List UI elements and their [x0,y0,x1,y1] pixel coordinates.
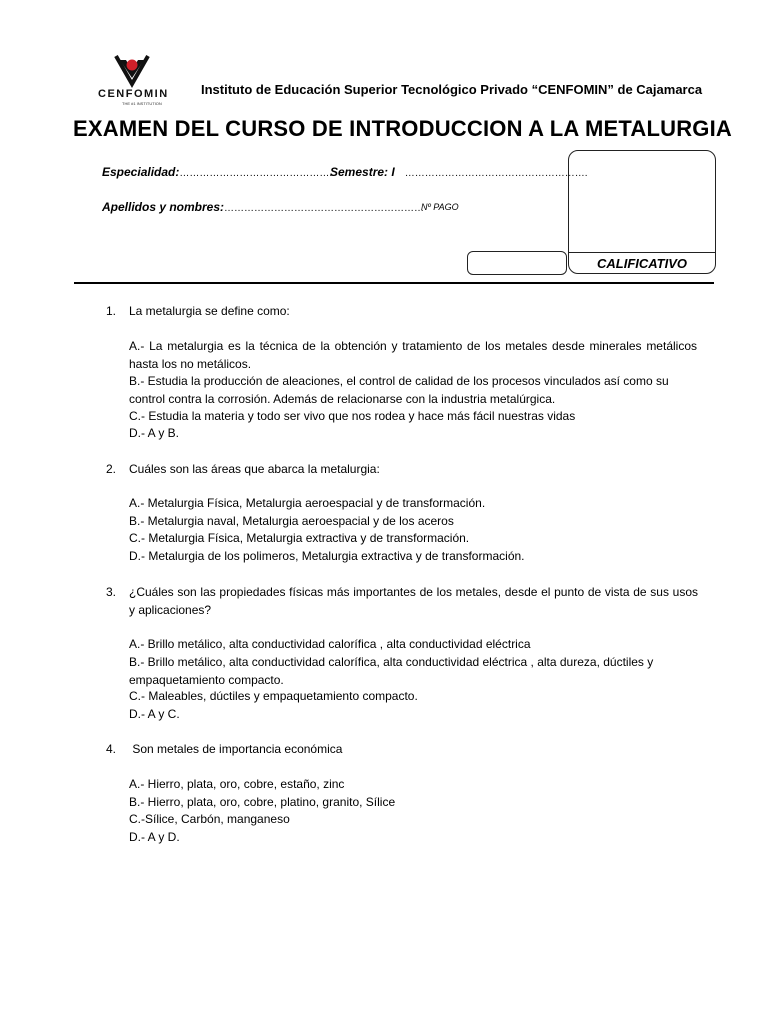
q4-option-d[interactable]: D.- A y D. [129,830,180,844]
question-text: La metalurgia se define como: [129,304,290,318]
question-3 [106,584,698,619]
pago-label: Nº PAGO [421,202,459,212]
pago-box[interactable] [467,251,567,275]
grade-divider [568,252,716,253]
question-2 [106,462,380,476]
q3-option-d[interactable]: D.- A y C. [129,707,180,721]
q2-option-d[interactable]: D.- Metalurgia de los polimeros, Metalurgia extractiva y de transformación. [129,549,525,563]
especialidad-dots: ………………………………………. [179,168,333,179]
institute-name: Instituto de Educación Superior Tecnológico Privado “CENFOMIN” de Cajamarca [201,82,703,97]
calificativo-label: CALIFICATIVO [596,256,688,271]
cenfomin-logo [96,54,186,104]
question-text: Cuáles son las áreas que abarca la metalurgia: [129,462,380,476]
especialidad-field[interactable] [102,165,332,179]
q3-option-c[interactable]: C.- Maleables, dúctiles y empaquetamiento compacto. [129,689,418,703]
question-1 [106,304,290,318]
q3-option-b[interactable]: B.- Brillo metálico, alta conductividad calorífica, alta conductividad eléctrica , alta dureza, dúctiles y empaquetamiento compacto. [129,655,654,687]
logo-subtext: THE #1 INSTITUTION [122,101,162,106]
semestre-label: Semestre: I [330,165,395,179]
q1-option-b[interactable]: B.- Estudia la producción de aleaciones, el control de calidad de los procesos vinculados así como su control contra la corrosión. Además de relacionarse con la industria metalúrgica. [129,374,669,406]
q4-option-a[interactable]: A.- Hierro, plata, oro, cobre, estaño, zinc [129,777,345,791]
question-number: 3. [106,585,117,599]
q2-option-c[interactable]: C.- Metalurgia Física, Metalurgia extractiva y de transformación. [129,531,470,545]
q2-option-a[interactable]: A.- Metalurgia Física, Metalurgia aeroespacial y de transformación. [129,496,486,510]
question-4 [106,742,342,756]
apellidos-label: Apellidos y nombres: [102,200,225,214]
question-number: 2. [106,462,117,476]
apellidos-field[interactable] [102,200,424,214]
q1-option-a[interactable]: A.- La metalurgia es la técnica de la obtención y tratamiento de los metales desde minerales metálicos hasta los no metálicos. [129,339,697,371]
q4-option-c[interactable]: C.-Sílice, Carbón, manganeso [129,812,290,826]
semestre-dots: ………………………………………………. [404,168,588,179]
question-text: ¿Cuáles son las propiedades físicas más importantes de los metales, desde el punto de vista de sus usos y aplicaciones? [129,585,698,617]
question-text: Son metales de importancia económica [129,742,343,756]
semestre-field[interactable] [330,165,588,179]
logo-text: CENFOMIN [98,88,169,100]
q4-option-b[interactable]: B.- Hierro, plata, oro, cobre, platino, granito, Sílice [129,795,396,809]
question-number: 4. [106,742,117,756]
q3-option-a[interactable]: A.- Brillo metálico, alta conductividad calorífica , alta conductividad eléctrica [129,637,531,651]
q1-option-d[interactable]: D.- A y B. [129,426,180,440]
cenfomin-emblem-icon [96,54,186,90]
question-number: 1. [106,304,117,318]
header-divider [74,282,714,284]
q1-option-c[interactable]: C.- Estudia la materia y todo ser vivo que nos rodea y hace más fácil nuestras vidas [129,409,576,423]
apellidos-dots: …………………………………………………… [224,203,425,214]
exam-title: EXAMEN DEL CURSO DE INTRODUCCION A LA METALURGIA [73,116,733,141]
q2-option-b[interactable]: B.- Metalurgia naval, Metalurgia aeroespacial y de los aceros [129,514,454,528]
especialidad-label: Especialidad: [102,165,180,179]
